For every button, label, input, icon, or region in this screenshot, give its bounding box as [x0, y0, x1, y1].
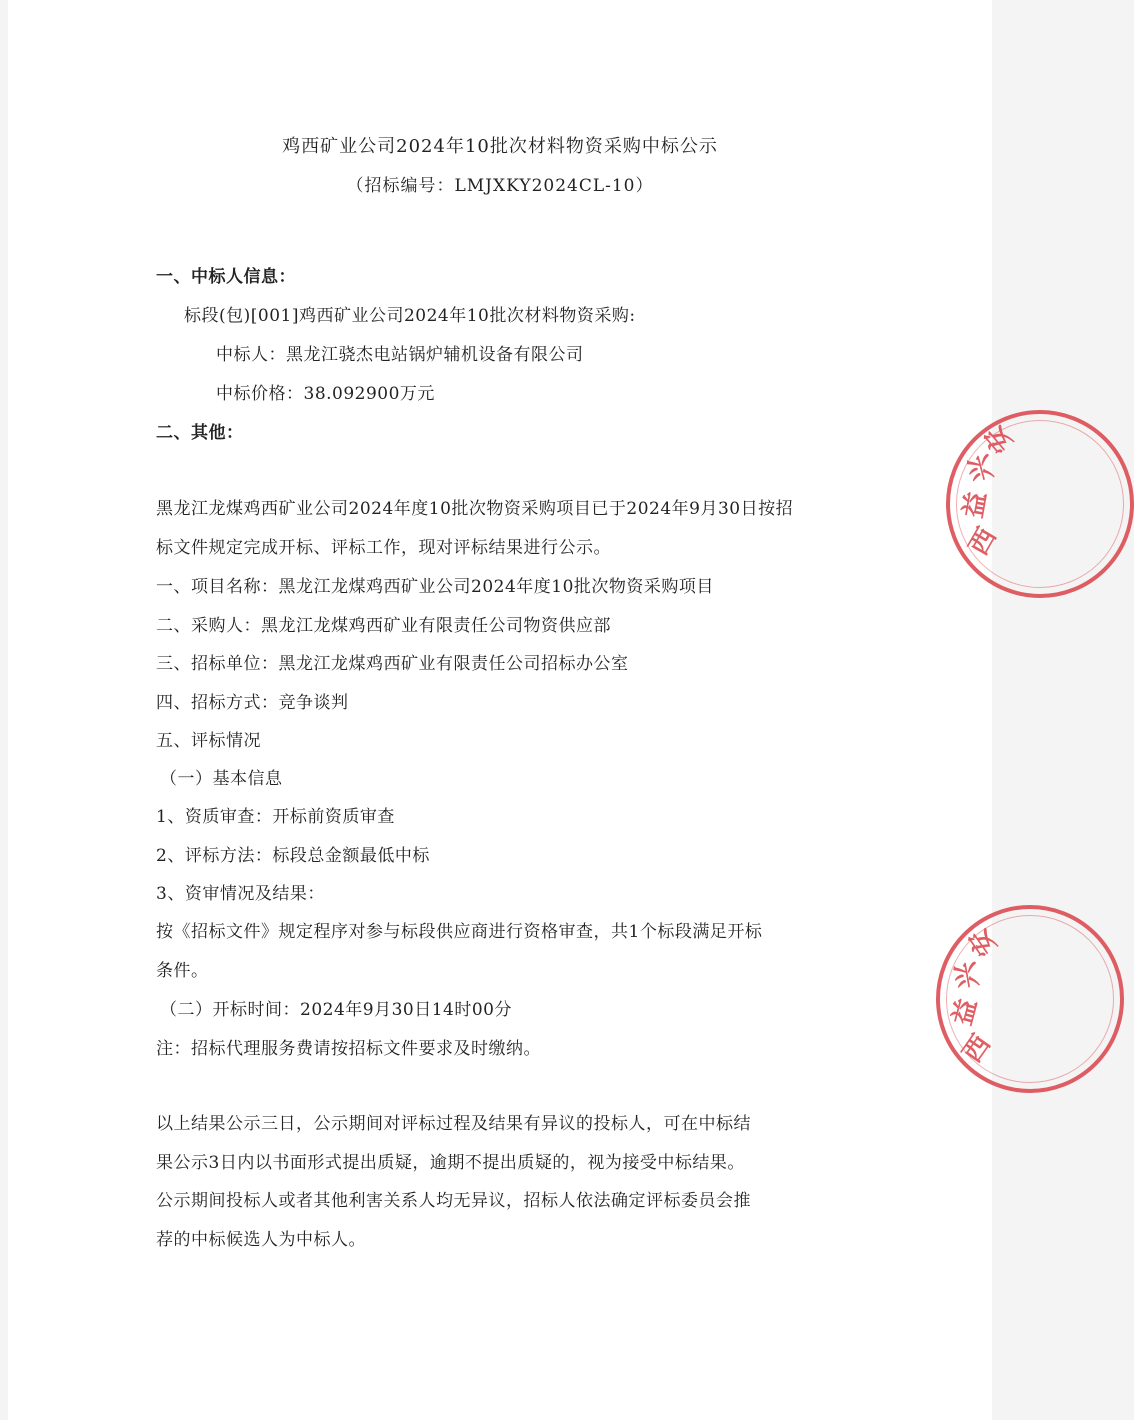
closing-line: 以上结果公示三日，公示期间对评标过程及结果有异议的投标人，可在中标结 [156, 1114, 751, 1134]
info-item: 条件。 [156, 961, 209, 981]
seal-char: 安 [979, 419, 1019, 459]
section-heading-other: 二、其他： [156, 423, 244, 443]
seal-char: 安 [963, 922, 1003, 962]
intro-line: 黑龙江龙煤鸡西矿业公司2024年度10批次物资采购项目已于2024年9月30日按招 [156, 499, 794, 519]
seal-char: 兴 [950, 959, 985, 991]
info-item: （二）开标时间：2024年9月30日14时00分 [160, 1000, 512, 1020]
closing-line: 果公示3日内以书面形式提出质疑，逾期不提出质疑的，视为接受中标结果。 [156, 1153, 745, 1173]
seal-char: 西 [957, 1029, 997, 1069]
closing-line: 公示期间投标人或者其他利害关系人均无异议，招标人依法确定评标委员会推 [156, 1191, 751, 1211]
info-item: 按《招标文件》规定程序对参与标段供应商进行资格审查，共1个标段满足开标 [156, 922, 763, 942]
intro-line: 标文件规定完成开标、评标工作，现对评标结果进行公示。 [156, 538, 611, 558]
info-item: 3、资审情况及结果： [156, 884, 325, 904]
winner-line: 中标人：黑龙江骁杰电站锅炉辅机设备有限公司 [216, 345, 584, 365]
document-title: 鸡西矿业公司2024年10批次材料物资采购中标公示 [282, 136, 718, 157]
closing-line: 荐的中标候选人为中标人。 [156, 1230, 366, 1250]
seal-char: 益 [947, 995, 984, 1029]
info-item: 一、项目名称：黑龙江龙煤鸡西矿业公司2024年度10批次物资采购项目 [156, 577, 714, 597]
note-line: 注：招标代理服务费请按招标文件要求及时缴纳。 [156, 1039, 541, 1059]
info-item: 五、评标情况 [156, 731, 261, 751]
package-line: 标段(包)[001]鸡西矿业公司2024年10批次材料物资采购: [184, 306, 636, 326]
info-item: 二、采购人：黑龙江龙煤鸡西矿业有限责任公司物资供应部 [156, 616, 611, 636]
seal-char: 兴 [963, 451, 1000, 485]
official-seal-top [946, 410, 1134, 598]
official-seal-bottom [936, 905, 1124, 1093]
section-heading-winner: 一、中标人信息： [156, 267, 296, 287]
document-page [8, 0, 1019, 1420]
info-item: （一）基本信息 [160, 769, 283, 789]
info-item: 2、评标方法：标段总金额最低中标 [156, 846, 430, 866]
seal-char: 西 [963, 522, 1003, 561]
price-line: 中标价格：38.092900万元 [216, 384, 435, 404]
info-item: 三、招标单位：黑龙江龙煤鸡西矿业有限责任公司招标办公室 [156, 654, 629, 674]
info-item: 四、招标方式：竞争谈判 [156, 693, 349, 713]
bid-number: （招标编号：LMJXKY2024CL-10） [346, 176, 654, 196]
info-item: 1、资质审查：开标前资质审查 [156, 807, 395, 827]
seal-char: 益 [958, 489, 993, 521]
